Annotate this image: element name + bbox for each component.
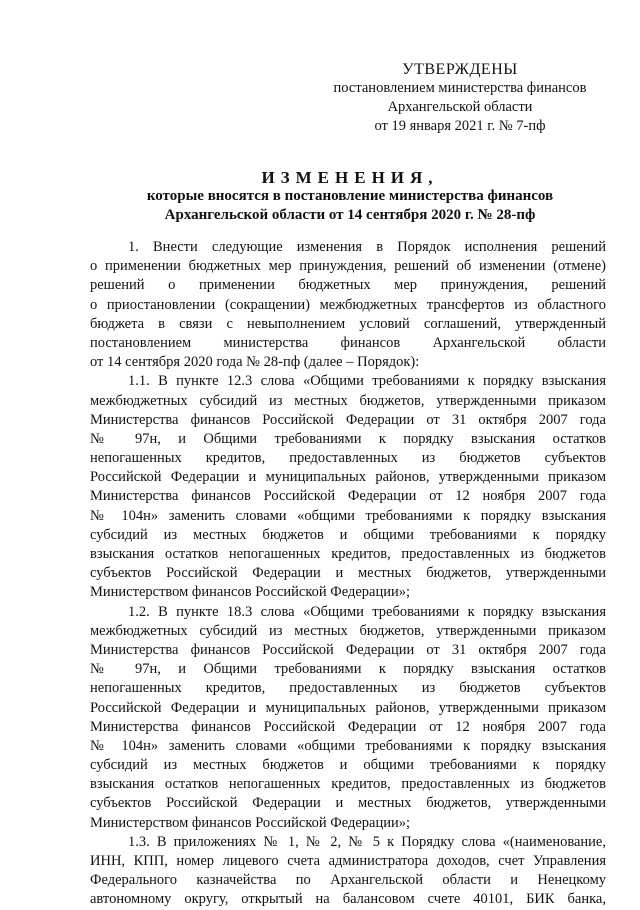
body-text-line: Министерства финансов Российской Федерации от 31 октября 2007 года [90,411,606,428]
body-text-line: Министерством финансов Российской Федерации»; [90,814,411,831]
body-text-line: Российской Федерации и муниципальных районов, утвержденными приказом [90,699,606,716]
body-text-line: № 104н» заменить словами «общими требованиями к порядку взыскания [90,737,606,754]
body-text-line: о применении бюджетных мер принуждения, решений об изменении (отмене) [90,258,606,275]
body-text-line: непогашенных кредитов, предоставленных из бюджетов субъектов [90,680,606,697]
document-title: ИЗМЕНЕНИЯ, [261,168,439,187]
body-text-line: субъектов Российской Федерации и местных бюджетов, утвержденными [90,565,606,582]
body-text-line: 1.1. В пункте 12.3 слова «Общими требованиями к порядку взыскания [128,373,606,390]
body-text-line: взыскания остатков непогашенных кредитов, предоставленных из бюджетов [90,546,606,562]
body-text-line: субъектов Российской Федерации и местных бюджетов, утвержденными [90,795,606,812]
document-subtitle-line: которые вносятся в постановление министерства финансов [146,188,554,204]
body-text-line: ИНН, КПП, номер лицевого счета администратора доходов, счет Управления [90,853,606,869]
body-text-line: бюджета в связи с невыполнением условий соглашений, утвержденный [90,315,606,332]
body-text-line: субсидий из местных бюджетов и общими требованиями к порядку [90,757,606,774]
body-text-line: 1.2. В пункте 18.3 слова «Общими требованиями к порядку взыскания [128,603,606,620]
body-text-line: Российской Федерации и муниципальных районов, утвержденными приказом [90,469,606,486]
approval-stamp [310,60,610,136]
document-body [90,238,606,910]
body-text-line: Министерства финансов Российской Федерации от 31 октября 2007 года [90,641,606,658]
body-text-line: субсидий из местных бюджетов и общими требованиями к порядку [90,526,606,543]
approval-line: постановлением министерства финансов [333,80,587,96]
body-text-line: межбюджетных субсидий из местных бюджетов, утвержденными приказом [90,392,606,409]
body-text-line: Министерства финансов Российской Федерации от 12 ноября 2007 года [90,488,606,505]
document-subtitle-line: Архангельской области от 14 сентября 2020 г. № 28-пф [164,207,536,223]
body-text-line: постановлением министерства финансов Архангельской области [90,334,606,351]
approval-title: УТВЕРЖДЕНЫ [402,61,518,78]
body-text-line: автономному округу, открытый на балансовом счете 40101, БИК банка, [90,891,606,908]
body-text-line: межбюджетных субсидий из местных бюджетов, утвержденными приказом [90,622,606,639]
body-text-line: 1. Внести следующие изменения в Порядок исполнения решений [128,239,606,255]
approval-line: от 19 января 2021 г. № 7-пф [374,118,546,134]
body-text-line: № 97н, и Общими требованиями к порядку взыскания остатков [90,661,606,678]
body-text-line: о приостановлении (сокращении) межбюджетных трансфертов из областного [90,296,606,313]
body-text-line: непогашенных кредитов, предоставленных из бюджетов субъектов [90,450,606,467]
body-text-line: № 104н» заменить словами «общими требованиями к порядку взыскания [90,507,606,524]
body-text-line: решений о применении бюджетных мер принуждения, решений [90,277,606,294]
body-text-line: взыскания остатков непогашенных кредитов, предоставленных из бюджетов [90,776,606,793]
body-text-line: 1.3. В приложениях № 1, № 2, № 5 к Порядку слова «(наименование, [128,833,606,850]
approval-line: Архангельской области [387,99,533,115]
body-text-line: от 14 сентября 2020 года № 28-пф (далее – Порядок): [90,354,420,371]
body-text-line: № 97н, и Общими требованиями к порядку взыскания остатков [90,430,606,447]
body-text-line: Федерального казначейства по Архангельской области и Ненецкому [90,872,606,889]
document-heading [90,168,610,225]
body-text-line: Министерства финансов Российской Федерации от 12 ноября 2007 года [90,718,606,735]
body-text-line: Министерством финансов Российской Федерации»; [90,584,411,601]
